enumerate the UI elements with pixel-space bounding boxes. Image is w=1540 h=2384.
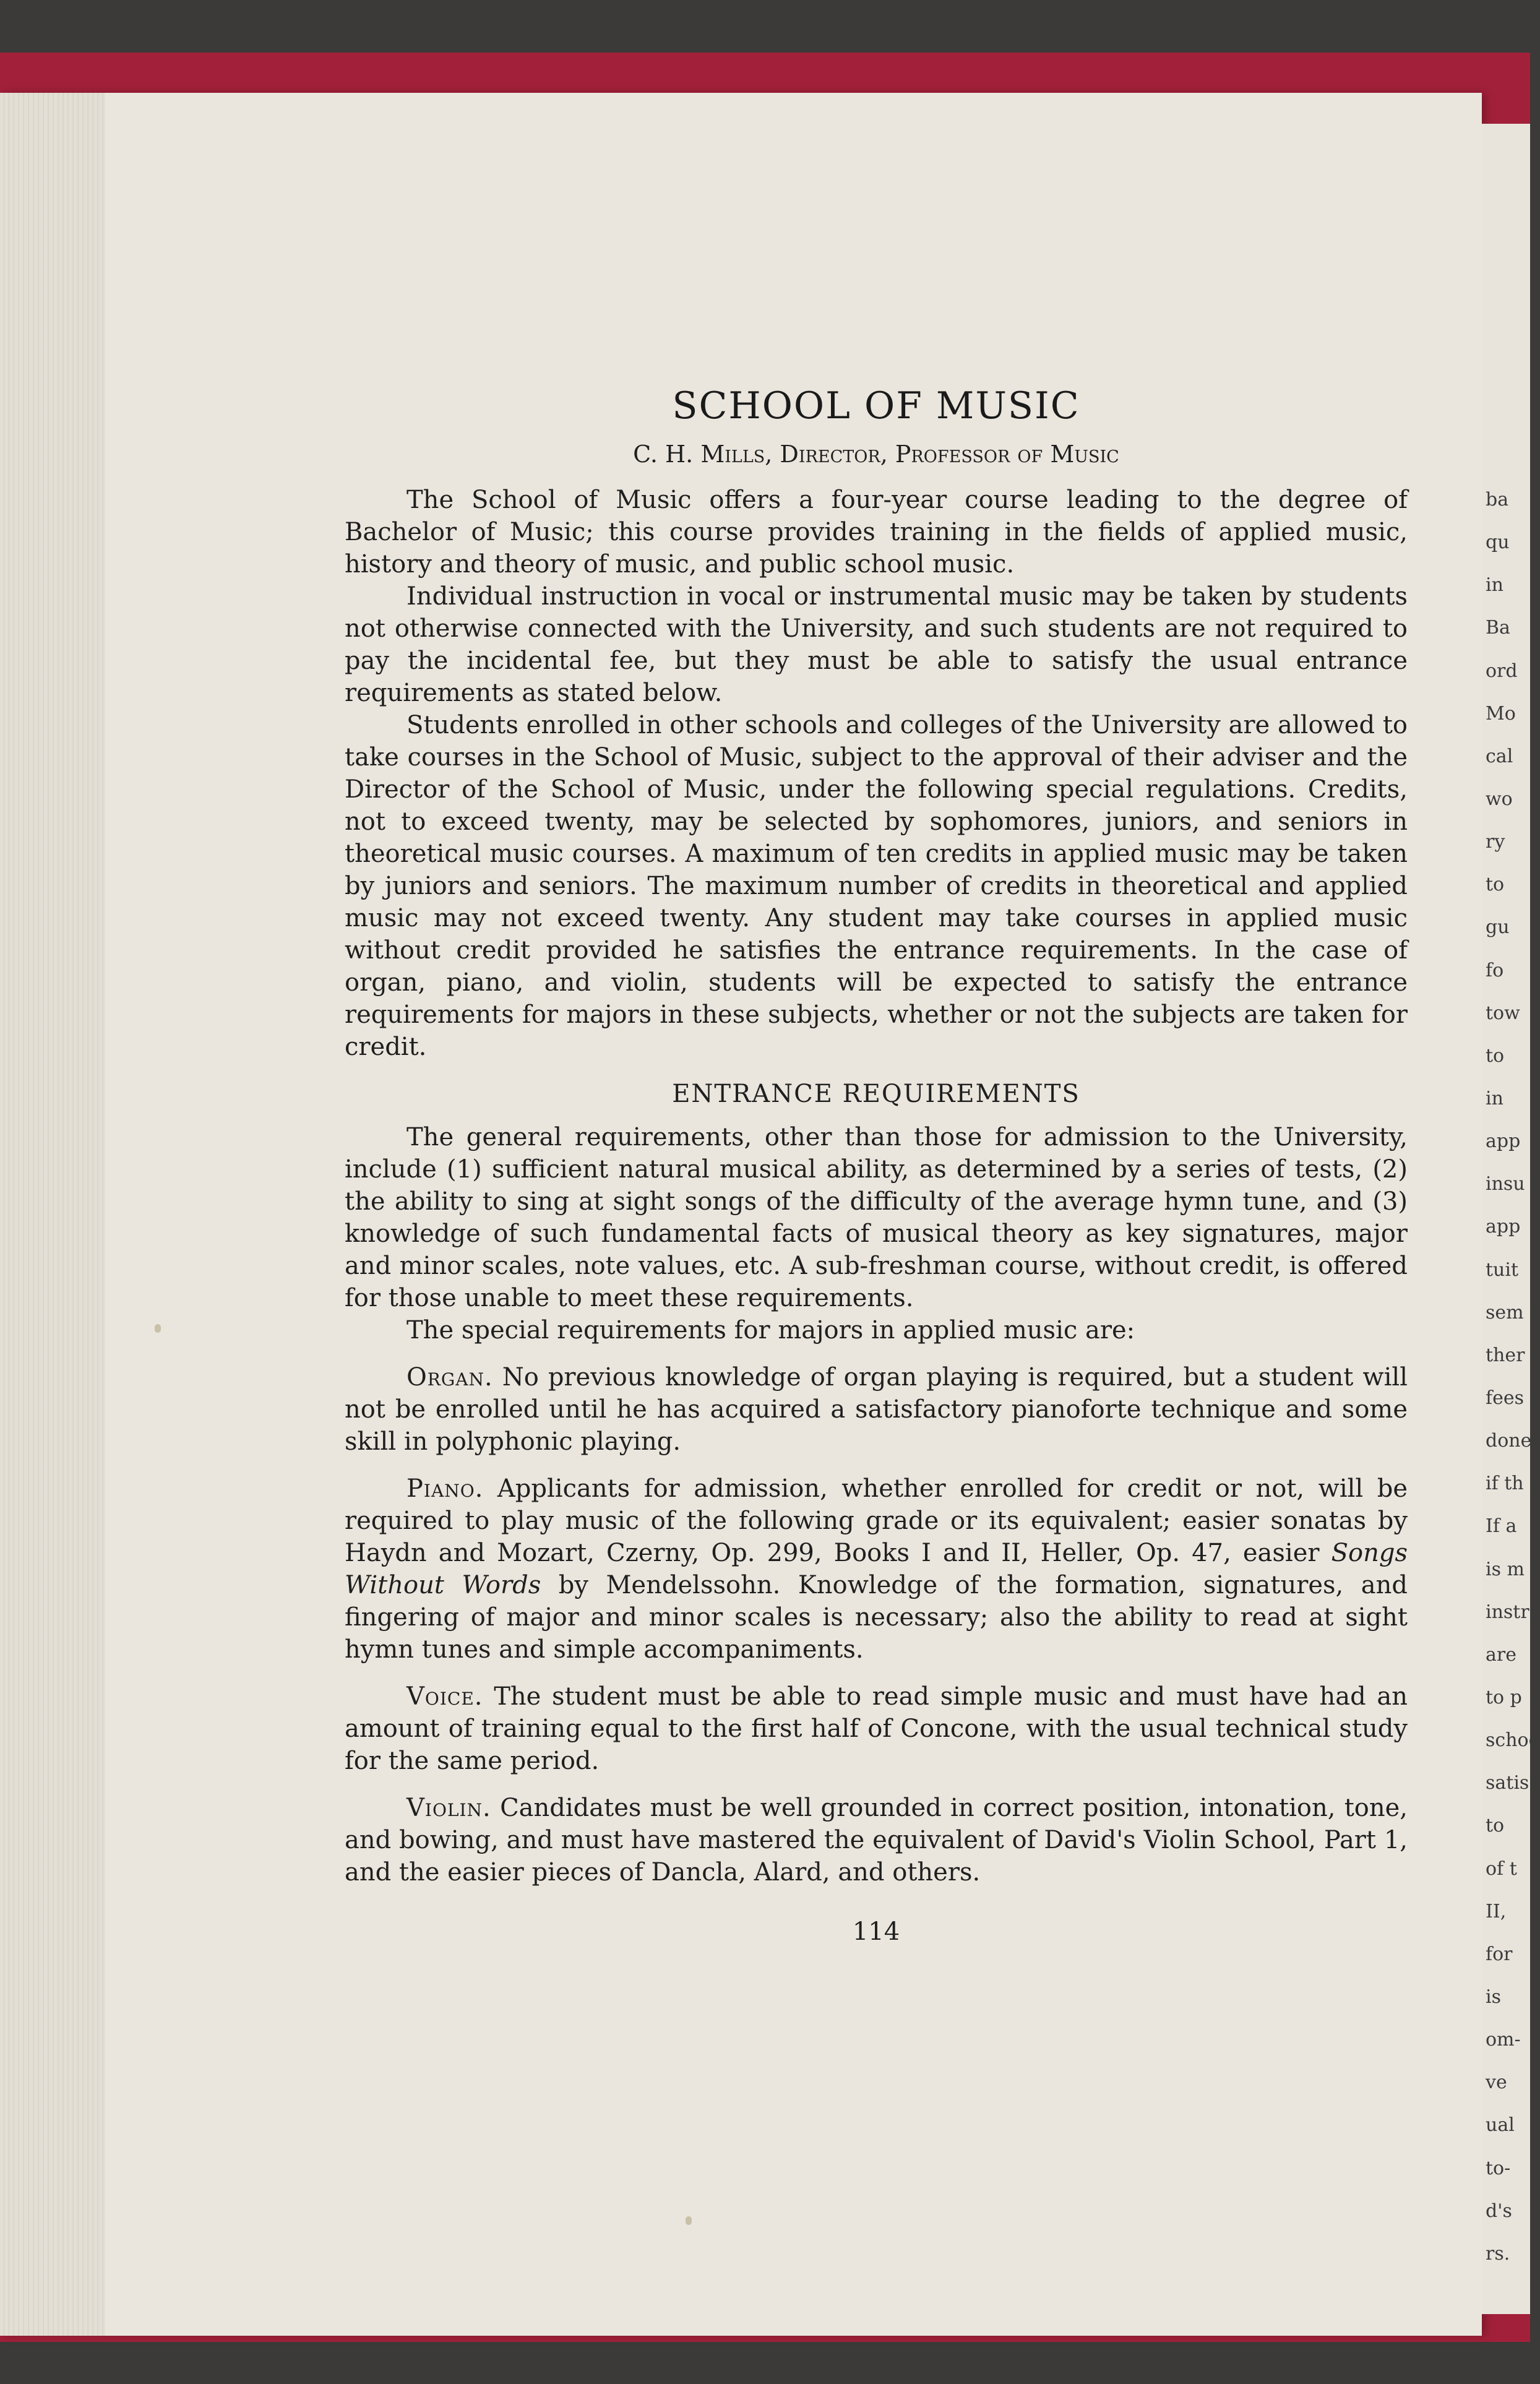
piano-text-before: Applicants for admission, whether enrolled for credit or not, will be required to play music of the following grade or its equivalent; easier sonatas by Haydn and Mozart, Czerny, Op. 299, Books I and II, Heller, Op. 47, easier	[345, 1474, 1408, 1567]
facing-page-fragment: insu	[1486, 1173, 1525, 1195]
facing-page-strip	[1482, 124, 1540, 2314]
piano-heading: Piano.	[407, 1474, 484, 1503]
facing-page-fragment: Ba	[1486, 617, 1510, 639]
facing-page-fragment: om-	[1486, 2029, 1521, 2051]
director-line: C. H. Mills, Director, Professor of Music	[633, 441, 1119, 468]
facing-page-fragment: done	[1486, 1430, 1532, 1452]
facing-page-fragment: is m	[1486, 1558, 1525, 1580]
facing-page-fragment: tow	[1486, 1002, 1520, 1024]
page-title: SCHOOL OF MUSIC	[672, 384, 1080, 428]
facing-page-fragment: ther	[1486, 1344, 1525, 1366]
facing-page-fragment: app	[1486, 1130, 1521, 1153]
facing-page-fragment: ve	[1486, 2072, 1507, 2094]
requirements-paragraph-1: The general requirements, other than those for admission to the University, include (1) sufficient natural musical ability, as determined by a series of tests, (2) the ability to sing at sight songs of the difficulty of the average hymn tune, and (3) knowledge of such fundamental facts of musical theory as key signatures, major and minor scales, note values, etc. A sub-freshman course, without credit, is offered for those unable to meet these requirements.	[345, 1123, 1408, 1312]
page-stack-edges	[0, 93, 105, 2336]
facing-page-fragment: II,	[1486, 1900, 1507, 1922]
facing-page-fragment: ord	[1486, 660, 1518, 682]
paper-speck	[155, 1324, 161, 1333]
facing-page-fragment: if th	[1486, 1473, 1524, 1495]
voice-requirement	[345, 1680, 1408, 1777]
facing-page-fragment: d's	[1486, 2200, 1512, 2222]
facing-page-fragment: is	[1486, 1986, 1501, 2008]
facing-page-fragment: sem	[1486, 1301, 1524, 1323]
facing-page-fragment: rs.	[1486, 2242, 1510, 2265]
page-content	[345, 371, 1408, 1948]
facing-page-fragment: Mo	[1486, 702, 1516, 725]
facing-page-fragment: to	[1486, 874, 1505, 896]
piano-text-after: by Mendelssohn. Knowledge of the formation, signatures, and fingering of major and minor scales is necessary; also the ability to read at sight hymn tunes and simple accompaniments.	[345, 1571, 1408, 1664]
organ-requirement	[345, 1361, 1408, 1458]
piano-italic-title: Songs Without Words	[345, 1539, 1408, 1599]
facing-page-fragment: cal	[1486, 745, 1513, 767]
facing-page-fragment: to p	[1486, 1687, 1522, 1708]
facing-page-fragment: for	[1486, 1943, 1513, 1965]
section-heading-entrance-requirements: ENTRANCE REQUIREMENTS	[672, 1080, 1080, 1108]
organ-heading: Organ.	[407, 1363, 493, 1392]
requirements-paragraph-2: The special requirements for majors in applied music are:	[407, 1316, 1135, 1345]
violin-requirement	[345, 1792, 1408, 1888]
facing-page-fragment: wo	[1486, 788, 1513, 810]
facing-page-fragment: fo	[1486, 959, 1504, 981]
facing-page-fragment: instr	[1486, 1601, 1529, 1623]
facing-page-fragment: If a	[1486, 1515, 1517, 1538]
facing-page-fragment: fees	[1486, 1387, 1525, 1409]
voice-text: The student must be able to read simple music and must have had an amount of training equal to the first half of Concone, with the usual technical study for the same period.	[345, 1682, 1408, 1775]
facing-page-fragment: ry	[1486, 831, 1505, 853]
facing-page-fragment: in	[1486, 1088, 1503, 1109]
organ-text: No previous knowledge of organ playing is required, but a student will not be enrolled until he has acquired a satisfactory pianoforte technique and some skill in polyphonic playing.	[345, 1363, 1408, 1456]
facing-page-fragment: satis	[1486, 1772, 1529, 1794]
facing-page-fragment: gu	[1486, 916, 1510, 939]
page-number: 114	[852, 1917, 900, 1946]
facing-page-fragment: ual	[1486, 2114, 1515, 2137]
facing-page-fragment: qu	[1486, 531, 1510, 554]
intro-paragraph-1: The School of Music offers a four-year course leading to the degree of Bachelor of Music; this course provides training in the fields of applied music, history and theory of music, and public school music.	[345, 486, 1408, 579]
facing-page-fragment: ba	[1486, 489, 1509, 510]
facing-page-fragment: schoo	[1486, 1729, 1540, 1752]
facing-page-fragment: to	[1486, 1044, 1505, 1067]
facing-page-fragment: are	[1486, 1643, 1516, 1666]
voice-heading: Voice.	[407, 1682, 483, 1711]
intro-paragraph-3: Students enrolled in other schools and colleges of the University are allowed to take courses in the School of Music, subject to the approval of their adviser and the Director of the School of Music, under the following special regulations. Credits, not to exceed twenty, may be selected by sophomores, juniors, and seniors in theoretical music courses. A maximum of ten credits in applied music may be taken by juniors and seniors. The maximum number of credits in theoretical and applied music may not exceed twenty. Any student may take courses in applied music without credit provided he satisfies the entrance requirements. In the case of organ, piano, and violin, students will be expected to satisfy the entrance requirements for majors in these subjects, whether or not the subjects are taken for credit.	[345, 711, 1408, 1061]
violin-text: Candidates must be well grounded in correct position, intonation, tone, and bowing, and must have mastered the equivalent of David's Violin School, Part 1, and the easier pieces of Dancla, Alard, and others.	[345, 1794, 1408, 1887]
paper-speck	[686, 2216, 692, 2225]
facing-page-fragment: in	[1486, 574, 1503, 596]
facing-page-fragment: to-	[1486, 2157, 1511, 2179]
intro-paragraph-2: Individual instruction in vocal or instrumental music may be taken by students not otherwise connected with the University, and such students are not required to pay the incidental fee, but they must be able to satisfy the usual entrance requirements as stated below.	[345, 582, 1408, 707]
facing-page-fragment: app	[1486, 1216, 1521, 1238]
facing-page-fragment: tuit	[1486, 1259, 1519, 1281]
facing-page-fragment: to	[1486, 1815, 1505, 1837]
facing-page-fragment: of t	[1486, 1857, 1517, 1880]
violin-heading: Violin.	[407, 1794, 491, 1822]
piano-requirement	[345, 1473, 1408, 1666]
